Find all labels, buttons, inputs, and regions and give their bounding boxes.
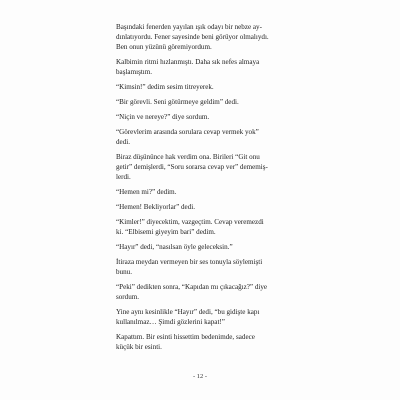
body-text <box>107 22 293 357</box>
text-line: bunu. <box>116 268 132 276</box>
text-line: Kapattım. Bir esinti hissettim bedenimde, sadece <box>116 333 255 341</box>
text-line: başlamıştım. <box>116 68 153 76</box>
text-line: İtiraza meydan vermeyen bir ses tonuyla söylemişti <box>116 258 263 266</box>
text-line: “Hemen mi?” dedim. <box>116 188 177 196</box>
text-line: lerdi. <box>116 173 131 181</box>
paragraph <box>107 187 293 197</box>
text-line: “Hayır” dedi, “nasılsan öyle geleceksin.” <box>116 243 233 251</box>
paragraph <box>107 242 293 252</box>
paragraph <box>107 112 293 122</box>
paragraph <box>107 82 293 92</box>
text-line: dınlatıyordu. Fener sayesinde beni görüyor olmalıydı. <box>116 33 269 41</box>
text-line: sordum. <box>116 293 140 301</box>
paragraph <box>107 217 293 237</box>
paragraph <box>107 257 293 277</box>
text-line: “Kimsin!” dedim sesim titreyerek. <box>116 83 214 91</box>
paragraph <box>107 282 293 302</box>
paragraph <box>107 97 293 107</box>
text-line: “Kimler!” diyecektim, vazgeçtim. Cevap veremezdi <box>116 218 264 226</box>
text-line: “Görevlerim arasında sorulara cevap vermek yok” <box>116 128 259 136</box>
paragraph <box>107 127 293 147</box>
text-line: dedi. <box>116 138 130 146</box>
text-line: Ben onun yüzünü göremiyordum. <box>116 43 212 51</box>
text-line: getir” demişlerdi, “Soru sorarsa cevap ver” dememiş- <box>116 163 268 171</box>
text-line: küçük bir esinti. <box>116 343 162 351</box>
paragraph <box>107 332 293 352</box>
paragraph <box>107 202 293 212</box>
text-line: “Hemen! Bekliyorlar” dedi. <box>116 203 195 211</box>
text-line: Biraz düşününce hak verdim ona. Birileri “Git onu <box>116 153 260 161</box>
paragraph <box>107 57 293 77</box>
text-line: “Bir görevli. Seni götürmeye geldim” dedi. <box>116 98 239 106</box>
text-line: “Peki” dedikten sonra, “Kapıdan mı çıkacağız?” diye <box>116 283 268 291</box>
text-line: kullanılmaz… Şimdi gözlerini kapat!” <box>116 318 225 326</box>
paragraph <box>107 307 293 327</box>
text-line: “Niçin ve nereye?” diye sordum. <box>116 113 210 121</box>
paragraph <box>107 152 293 182</box>
text-line: Yine aynı kesinlikle “Hayır” dedi, “bu gidişte kapı <box>116 308 260 316</box>
paragraph <box>107 22 293 52</box>
page-number: - 12 - <box>192 373 208 380</box>
text-line: ki. “Elbisemi giyeyim bari” dedim. <box>116 228 216 236</box>
text-line: Başındaki fenerden yayılan ışık odayı bir nebze ay- <box>116 23 262 31</box>
text-line: Kalbimin ritmi hızlanmıştı. Daha sık nefes almaya <box>116 58 260 66</box>
